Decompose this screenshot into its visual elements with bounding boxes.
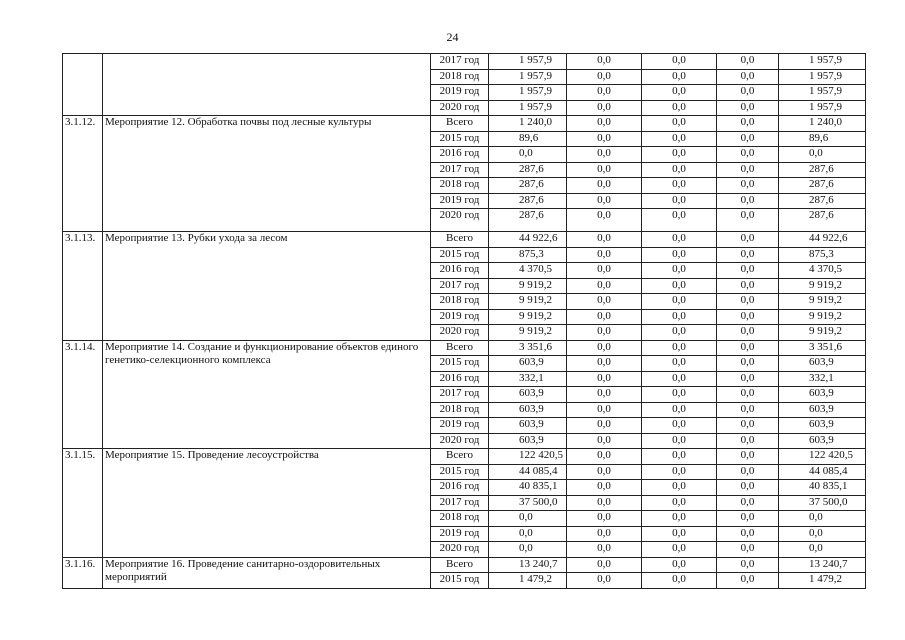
total-cell: 287,6	[489, 162, 567, 178]
local-cell: 0,0	[717, 247, 779, 263]
total-cell: 0,0	[489, 511, 567, 527]
table-row	[63, 340, 866, 356]
regional-cell: 0,0	[642, 54, 717, 70]
table-row	[63, 116, 866, 132]
total-cell: 603,9	[489, 387, 567, 403]
total-cell: 1 240,0	[489, 116, 567, 132]
measure-code: 3.1.13.	[63, 232, 103, 341]
other-cell: 603,9	[779, 418, 866, 434]
federal-cell: 0,0	[567, 54, 642, 70]
total-cell: 13 240,7	[489, 557, 567, 573]
total-cell: 603,9	[489, 402, 567, 418]
local-cell: 0,0	[717, 387, 779, 403]
regional-cell: 0,0	[642, 232, 717, 248]
period-cell: 2016 год	[431, 480, 489, 496]
regional-cell: 0,0	[642, 278, 717, 294]
total-cell: 3 351,6	[489, 340, 567, 356]
measure-name: Мероприятие 12. Обработка почвы под лесные культуры	[103, 116, 431, 232]
local-cell: 0,0	[717, 495, 779, 511]
total-cell: 9 919,2	[489, 278, 567, 294]
regional-cell: 0,0	[642, 387, 717, 403]
other-cell: 1 957,9	[779, 69, 866, 85]
other-cell: 44 922,6	[779, 232, 866, 248]
regional-cell: 0,0	[642, 356, 717, 372]
local-cell: 0,0	[717, 433, 779, 449]
federal-cell: 0,0	[567, 162, 642, 178]
federal-cell: 0,0	[567, 209, 642, 232]
federal-cell: 0,0	[567, 433, 642, 449]
other-cell: 1 957,9	[779, 85, 866, 101]
regional-cell: 0,0	[642, 309, 717, 325]
period-cell: Всего	[431, 232, 489, 248]
other-cell: 9 919,2	[779, 325, 866, 341]
regional-cell: 0,0	[642, 162, 717, 178]
local-cell: 0,0	[717, 69, 779, 85]
period-cell: Всего	[431, 340, 489, 356]
total-cell: 1 957,9	[489, 54, 567, 70]
period-cell: 2015 год	[431, 131, 489, 147]
local-cell: 0,0	[717, 557, 779, 573]
local-cell: 0,0	[717, 371, 779, 387]
total-cell: 122 420,5	[489, 449, 567, 465]
period-cell: 2020 год	[431, 325, 489, 341]
measure-name: Мероприятие 15. Проведение лесоустройства	[103, 449, 431, 558]
local-cell: 0,0	[717, 85, 779, 101]
table-row	[63, 557, 866, 573]
regional-cell: 0,0	[642, 263, 717, 279]
total-cell: 1 957,9	[489, 100, 567, 116]
federal-cell: 0,0	[567, 263, 642, 279]
federal-cell: 0,0	[567, 294, 642, 310]
total-cell: 1 957,9	[489, 85, 567, 101]
period-cell: 2020 год	[431, 433, 489, 449]
total-cell: 287,6	[489, 178, 567, 194]
total-cell: 1 957,9	[489, 69, 567, 85]
federal-cell: 0,0	[567, 511, 642, 527]
federal-cell: 0,0	[567, 131, 642, 147]
period-cell: 2015 год	[431, 464, 489, 480]
other-cell: 287,6	[779, 162, 866, 178]
federal-cell: 0,0	[567, 147, 642, 163]
other-cell: 1 957,9	[779, 100, 866, 116]
period-cell: 2020 год	[431, 100, 489, 116]
federal-cell: 0,0	[567, 356, 642, 372]
federal-cell: 0,0	[567, 193, 642, 209]
federal-cell: 0,0	[567, 178, 642, 194]
regional-cell: 0,0	[642, 542, 717, 558]
total-cell: 332,1	[489, 371, 567, 387]
local-cell: 0,0	[717, 325, 779, 341]
other-cell: 603,9	[779, 433, 866, 449]
page-number: 24	[446, 30, 459, 44]
local-cell: 0,0	[717, 116, 779, 132]
federal-cell: 0,0	[567, 464, 642, 480]
period-cell: 2015 год	[431, 247, 489, 263]
period-cell: 2015 год	[431, 356, 489, 372]
total-cell: 9 919,2	[489, 309, 567, 325]
other-cell: 9 919,2	[779, 309, 866, 325]
local-cell: 0,0	[717, 480, 779, 496]
regional-cell: 0,0	[642, 69, 717, 85]
measure-name	[103, 54, 431, 116]
local-cell: 0,0	[717, 309, 779, 325]
regional-cell: 0,0	[642, 495, 717, 511]
local-cell: 0,0	[717, 526, 779, 542]
federal-cell: 0,0	[567, 480, 642, 496]
local-cell: 0,0	[717, 147, 779, 163]
total-cell: 0,0	[489, 147, 567, 163]
other-cell: 287,6	[779, 178, 866, 194]
other-cell: 1 240,0	[779, 116, 866, 132]
local-cell: 0,0	[717, 232, 779, 248]
measure-code: 3.1.15.	[63, 449, 103, 558]
federal-cell: 0,0	[567, 495, 642, 511]
regional-cell: 0,0	[642, 480, 717, 496]
period-cell: Всего	[431, 116, 489, 132]
local-cell: 0,0	[717, 263, 779, 279]
period-cell: 2017 год	[431, 387, 489, 403]
regional-cell: 0,0	[642, 247, 717, 263]
other-cell: 287,6	[779, 193, 866, 209]
measure-name: Мероприятие 13. Рубки ухода за лесом	[103, 232, 431, 341]
other-cell: 875,3	[779, 247, 866, 263]
total-cell: 37 500,0	[489, 495, 567, 511]
federal-cell: 0,0	[567, 573, 642, 589]
period-cell: 2016 год	[431, 263, 489, 279]
other-cell: 603,9	[779, 356, 866, 372]
other-cell: 0,0	[779, 147, 866, 163]
regional-cell: 0,0	[642, 511, 717, 527]
local-cell: 0,0	[717, 449, 779, 465]
period-cell: 2019 год	[431, 418, 489, 434]
period-cell: 2016 год	[431, 371, 489, 387]
other-cell: 37 500,0	[779, 495, 866, 511]
regional-cell: 0,0	[642, 464, 717, 480]
other-cell: 3 351,6	[779, 340, 866, 356]
regional-cell: 0,0	[642, 116, 717, 132]
period-cell: 2018 год	[431, 69, 489, 85]
local-cell: 0,0	[717, 418, 779, 434]
total-cell: 1 479,2	[489, 573, 567, 589]
regional-cell: 0,0	[642, 325, 717, 341]
total-cell: 44 922,6	[489, 232, 567, 248]
federal-cell: 0,0	[567, 340, 642, 356]
local-cell: 0,0	[717, 542, 779, 558]
period-cell: 2020 год	[431, 542, 489, 558]
local-cell: 0,0	[717, 573, 779, 589]
federal-cell: 0,0	[567, 449, 642, 465]
federal-cell: 0,0	[567, 309, 642, 325]
federal-cell: 0,0	[567, 387, 642, 403]
local-cell: 0,0	[717, 54, 779, 70]
federal-cell: 0,0	[567, 247, 642, 263]
federal-cell: 0,0	[567, 557, 642, 573]
regional-cell: 0,0	[642, 147, 717, 163]
period-cell: 2018 год	[431, 294, 489, 310]
federal-cell: 0,0	[567, 278, 642, 294]
total-cell: 0,0	[489, 526, 567, 542]
period-cell: 2019 год	[431, 309, 489, 325]
regional-cell: 0,0	[642, 573, 717, 589]
other-cell: 1 479,2	[779, 573, 866, 589]
period-cell: 2019 год	[431, 85, 489, 101]
total-cell: 9 919,2	[489, 325, 567, 341]
total-cell: 603,9	[489, 356, 567, 372]
period-cell: 2019 год	[431, 193, 489, 209]
federal-cell: 0,0	[567, 69, 642, 85]
regional-cell: 0,0	[642, 557, 717, 573]
other-cell: 9 919,2	[779, 278, 866, 294]
regional-cell: 0,0	[642, 131, 717, 147]
federal-cell: 0,0	[567, 100, 642, 116]
federal-cell: 0,0	[567, 232, 642, 248]
period-cell: 2018 год	[431, 511, 489, 527]
total-cell: 40 835,1	[489, 480, 567, 496]
other-cell: 9 919,2	[779, 294, 866, 310]
local-cell: 0,0	[717, 511, 779, 527]
total-cell: 603,9	[489, 433, 567, 449]
other-cell: 1 957,9	[779, 54, 866, 70]
total-cell: 603,9	[489, 418, 567, 434]
period-cell: 2020 год	[431, 209, 489, 232]
local-cell: 0,0	[717, 100, 779, 116]
regional-cell: 0,0	[642, 526, 717, 542]
measure-code: 3.1.14.	[63, 340, 103, 449]
other-cell: 122 420,5	[779, 449, 866, 465]
measure-name: Мероприятие 16. Проведение санитарно-оздоровительных мероприятий	[103, 557, 431, 588]
federal-cell: 0,0	[567, 526, 642, 542]
period-cell: 2017 год	[431, 162, 489, 178]
federal-cell: 0,0	[567, 542, 642, 558]
measure-code: 3.1.12.	[63, 116, 103, 232]
other-cell: 0,0	[779, 526, 866, 542]
other-cell: 332,1	[779, 371, 866, 387]
regional-cell: 0,0	[642, 294, 717, 310]
federal-cell: 0,0	[567, 371, 642, 387]
federal-cell: 0,0	[567, 116, 642, 132]
regional-cell: 0,0	[642, 449, 717, 465]
regional-cell: 0,0	[642, 85, 717, 101]
regional-cell: 0,0	[642, 418, 717, 434]
total-cell: 287,6	[489, 193, 567, 209]
period-cell: 2018 год	[431, 402, 489, 418]
regional-cell: 0,0	[642, 340, 717, 356]
local-cell: 0,0	[717, 464, 779, 480]
local-cell: 0,0	[717, 162, 779, 178]
measure-name: Мероприятие 14. Создание и функционирование объектов единого генетико-селекционного комплекса	[103, 340, 431, 449]
federal-cell: 0,0	[567, 402, 642, 418]
period-cell: 2019 год	[431, 526, 489, 542]
total-cell: 4 370,5	[489, 263, 567, 279]
local-cell: 0,0	[717, 193, 779, 209]
period-cell: 2015 год	[431, 573, 489, 589]
total-cell: 0,0	[489, 542, 567, 558]
measure-code: 3.1.16.	[63, 557, 103, 588]
period-cell: 2017 год	[431, 54, 489, 70]
federal-cell: 0,0	[567, 418, 642, 434]
period-cell: Всего	[431, 449, 489, 465]
other-cell: 89,6	[779, 131, 866, 147]
period-cell: 2017 год	[431, 278, 489, 294]
local-cell: 0,0	[717, 278, 779, 294]
local-cell: 0,0	[717, 209, 779, 232]
period-cell: 2017 год	[431, 495, 489, 511]
regional-cell: 0,0	[642, 178, 717, 194]
other-cell: 603,9	[779, 387, 866, 403]
local-cell: 0,0	[717, 178, 779, 194]
other-cell: 13 240,7	[779, 557, 866, 573]
other-cell: 0,0	[779, 542, 866, 558]
other-cell: 44 085,4	[779, 464, 866, 480]
other-cell: 40 835,1	[779, 480, 866, 496]
regional-cell: 0,0	[642, 209, 717, 232]
regional-cell: 0,0	[642, 371, 717, 387]
regional-cell: 0,0	[642, 193, 717, 209]
local-cell: 0,0	[717, 356, 779, 372]
federal-cell: 0,0	[567, 325, 642, 341]
period-cell: Всего	[431, 557, 489, 573]
regional-cell: 0,0	[642, 433, 717, 449]
other-cell: 0,0	[779, 511, 866, 527]
table-row	[63, 54, 866, 70]
period-cell: 2016 год	[431, 147, 489, 163]
table-row	[63, 449, 866, 465]
local-cell: 0,0	[717, 340, 779, 356]
total-cell: 44 085,4	[489, 464, 567, 480]
period-cell: 2018 год	[431, 178, 489, 194]
local-cell: 0,0	[717, 131, 779, 147]
local-cell: 0,0	[717, 294, 779, 310]
table-row	[63, 232, 866, 248]
regional-cell: 0,0	[642, 100, 717, 116]
federal-cell: 0,0	[567, 85, 642, 101]
total-cell: 89,6	[489, 131, 567, 147]
measure-code	[63, 54, 103, 116]
total-cell: 9 919,2	[489, 294, 567, 310]
total-cell: 287,6	[489, 209, 567, 232]
budget-table	[62, 53, 866, 589]
other-cell: 287,6	[779, 209, 866, 232]
other-cell: 603,9	[779, 402, 866, 418]
local-cell: 0,0	[717, 402, 779, 418]
regional-cell: 0,0	[642, 402, 717, 418]
total-cell: 875,3	[489, 247, 567, 263]
other-cell: 4 370,5	[779, 263, 866, 279]
